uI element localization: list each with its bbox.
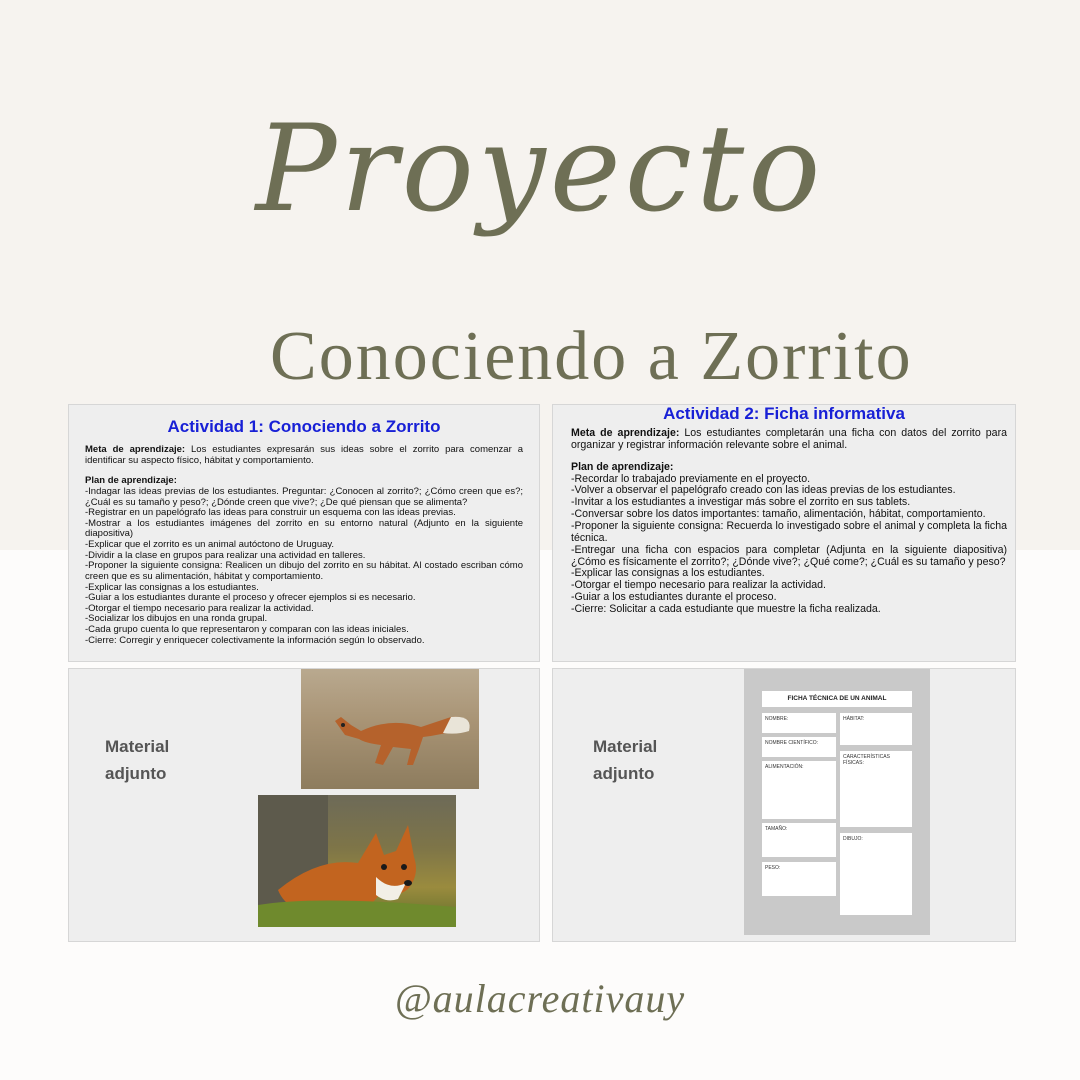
material-label	[593, 733, 657, 787]
slide-body	[69, 445, 539, 646]
slide-body	[553, 428, 1015, 616]
list-item: -Invitar a los estudiantes a investigar más sobre el zorrito en sus tablets.	[571, 496, 911, 509]
plan-label: Plan de aprendizaje:	[85, 475, 177, 487]
field-alimentacion: ALIMENTACIÓN:	[762, 761, 836, 819]
meta-text: Los estudiantes expresarán sus ideas sobre el zorrito para comenzar a identificar su aspecto físico, hábitat y comportamiento.	[85, 444, 523, 466]
animal-fact-sheet	[744, 669, 930, 935]
list-item: -Mostrar a los estudiantes imágenes del zorrito en su entorno natural (Adjunto en la siguiente diapositiva)	[85, 517, 523, 540]
meta-label: Meta de aprendizaje:	[85, 444, 186, 455]
material-line-2: adjunto	[593, 764, 655, 784]
slide-activity-1	[68, 404, 540, 662]
social-handle: @aulacreativauy	[394, 976, 686, 1021]
list-item: -Dividir a la clase en grupos para realizar una actividad en talleres.	[85, 549, 366, 561]
list-item: -Volver a observar el papelógrafo creado con las ideas previas de los estudiantes.	[571, 484, 956, 497]
subtitle: Conociendo a Zorrito	[270, 318, 913, 395]
list-item: -Proponer la siguiente consigna: Realicen un dibujo del zorrito en su hábitat. Al costado escriban cómo creen que es su alimentación, hábitat y comportamiento.	[85, 560, 523, 582]
list-item: -Guiar a los estudiantes durante el proceso y ofrecer ejemplos si es necesario.	[85, 592, 416, 604]
field-peso: PESO:	[762, 862, 836, 896]
fox-running-photo	[301, 669, 479, 789]
plan-label: Plan de aprendizaje:	[571, 460, 674, 473]
list-item: -Explicar las consignas a los estudiantes.	[571, 567, 765, 580]
slide-title: Actividad 2: Ficha informativa	[663, 404, 905, 423]
slide-title: Actividad 1: Conociendo a Zorrito	[167, 417, 441, 436]
list-item: -Otorgar el tiempo necesario para realizar la actividad.	[85, 602, 314, 614]
field-caracteristicas: CARACTERÍSTICAS FÍSICAS:	[840, 751, 912, 827]
list-item: -Cierre: Solicitar a cada estudiante que muestre la ficha realizada.	[571, 603, 881, 616]
slide-material-1	[68, 668, 540, 942]
script-title: Proyecto	[255, 100, 825, 239]
field-dibujo: DIBUJO:	[840, 833, 912, 915]
meta-paragraph	[571, 428, 1007, 452]
fact-sheet-title: FICHA TÉCNICA DE UN ANIMAL	[762, 691, 912, 707]
slide-material-2	[552, 668, 1016, 942]
field-nombre-cientifico: NOMBRE CIENTÍFICO:	[762, 737, 836, 757]
list-item: -Cada grupo cuenta lo que representaron y comparan con las ideas iniciales.	[85, 624, 409, 635]
field-nombre: NOMBRE:	[762, 713, 836, 733]
list-item: -Guiar a los estudiantes durante el proceso.	[571, 591, 777, 604]
list-item: -Explicar que el zorrito es un animal autóctono de Uruguay.	[85, 539, 335, 550]
meta-label: Meta de aprendizaje:	[571, 427, 680, 439]
list-item: -Socializar los dibujos en una ronda grupal.	[85, 613, 268, 625]
material-label	[105, 733, 169, 787]
field-tamano: TAMAÑO:	[762, 823, 836, 857]
list-item: -Conversar sobre los datos importantes: tamaño, alimentación, hábitat, comportamiento.	[571, 508, 986, 521]
list-item: -Entregar una ficha con espacios para completar (Adjunta en la siguiente diapositiva) ¿Cómo es físicamente el zorrito?; ¿Dónde vive?; ¿Qué come?; ¿Cuál es su tamaño y peso?	[571, 543, 1007, 568]
list-item: -Registrar en un papelógrafo las ideas para construir un esquema con las ideas previas.	[85, 507, 456, 519]
list-item: -Otorgar el tiempo necesario para realizar la actividad.	[571, 579, 826, 592]
slide-activity-2	[552, 404, 1016, 662]
material-line-1: Material	[105, 737, 170, 756]
fox-closeup-photo	[258, 795, 456, 927]
list-item: -Cierre: Corregir y enriquecer colectivamente la información según lo observado.	[85, 634, 425, 646]
meta-text: Los estudiantes completarán una ficha con datos del zorrito para organizar y registrar información relevante sobre el animal.	[571, 427, 1007, 451]
material-line-1: Material	[593, 737, 658, 756]
meta-paragraph	[85, 445, 523, 466]
list-item: -Recordar lo trabajado previamente en el proyecto.	[571, 472, 811, 485]
list-item: -Explicar las consignas a los estudiantes.	[85, 581, 259, 593]
field-habitat: HÁBITAT:	[840, 713, 912, 745]
list-item: -Indagar las ideas previas de los estudiantes. Preguntar: ¿Conocen al zorrito?; ¿Cómo creen que es?; ¿Cuál es su tamaño y peso?; ¿Dónde creen que vive?; ¿De qué piensan que se alimenta?	[85, 485, 523, 508]
list-item: -Proponer la siguiente consigna: Recuerda lo investigado sobre el animal y completa la ficha técnica.	[571, 520, 1007, 544]
material-line-2: adjunto	[105, 764, 167, 784]
